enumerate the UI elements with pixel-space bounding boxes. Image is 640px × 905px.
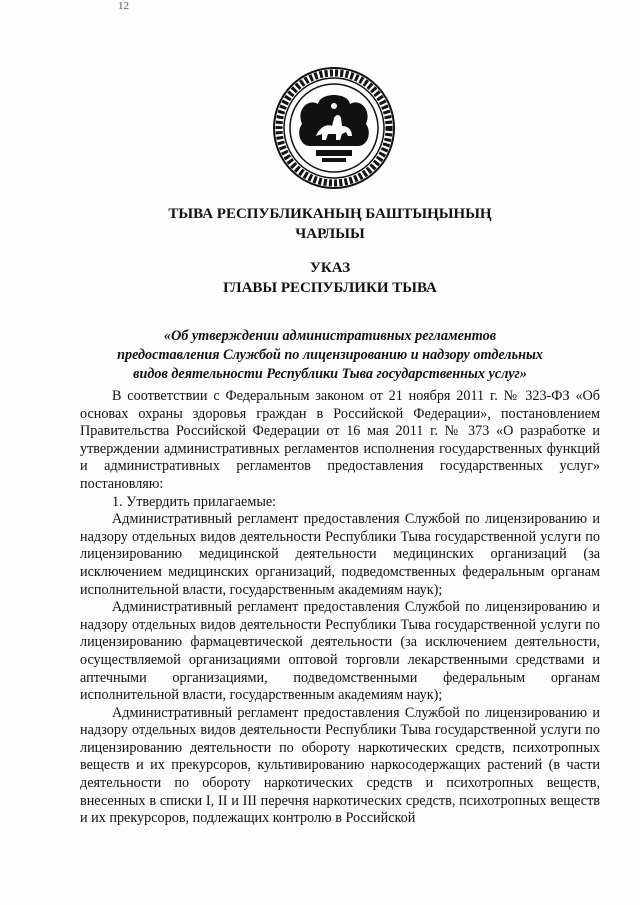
regulation-3-paragraph: Административный регламент предоставления Службой по лицензированию и надзору отдельных видов деятельности Республики Тыва государственной услуги по лицензированию деятельности по обороту наркотических средств, психотропных веществ и их прекурсоров, культивированию наркосодержащих растений (в части деятельности по обороту наркотических средств и психотропных веществ, внесенных в списки I, II и III перечня наркотических средств, психотропных веществ и их прекурсоров, подлежащих контролю в Российской	[80, 704, 600, 827]
tuva-title-line-1: ТЫВА РЕСПУБЛИКАНЫҢ БАШТЫҢЫНЫҢ	[168, 206, 492, 222]
tuva-title-line-2: ЧАРЛЫЫ	[295, 226, 365, 242]
item-1-paragraph: 1. Утвердить прилагаемые:	[112, 493, 277, 510]
ukaz-title-line-1: УКАЗ	[309, 260, 351, 276]
ukaz-title-line-2: ГЛАВЫ РЕСПУБЛИКИ ТЫВА	[223, 280, 437, 296]
regulation-1-paragraph: Административный регламент предоставления Службой по лицензированию и надзору отдельных видов деятельности Республики Тыва государственной услуги по лицензированию медицинской деятельности медицинских организаций (за исключением медицинских организаций, подведомственных федеральным органам исполнительной власти, государственным академиям наук);	[80, 511, 600, 598]
decree-body	[80, 388, 600, 828]
decree-title-line-1: «Об утверждении административных регламентов	[163, 328, 497, 344]
ukaz-title	[60, 258, 600, 298]
tuva-coat-of-arms-icon	[272, 66, 396, 190]
tuva-language-title	[60, 204, 600, 244]
decree-title-line-2: предоставления Службой по лицензированию и надзору отдельных	[117, 347, 543, 363]
intro-paragraph: В соответствии с Федеральным законом от 21 ноября 2011 г. № 323-ФЗ «Об основах охраны здоровья граждан в Российской Федерации», постановлением Правительства Российской Федерации от 16 мая 2011 г. № 373 «О разработке и утверждении административных регламентов исполнения государственных функций и административных регламентов предоставления государственных услуг» постановляю:	[80, 388, 600, 492]
page-number: 12	[118, 0, 129, 12]
decree-title	[60, 327, 600, 384]
regulation-2-paragraph: Административный регламент предоставления Службой по лицензированию и надзору отдельных видов деятельности Республики Тыва государственной услуги по лицензированию фармацевтической деятельности (за исключением деятельности, осуществляемой организациями оптовой торговли лекарственными средствами и аптечными организациями, подведомственными федеральным органам исполнительной власти, государственным академиям наук);	[80, 599, 600, 704]
decree-title-line-3: видов деятельности Республики Тыва государственных услуг»	[133, 366, 527, 382]
